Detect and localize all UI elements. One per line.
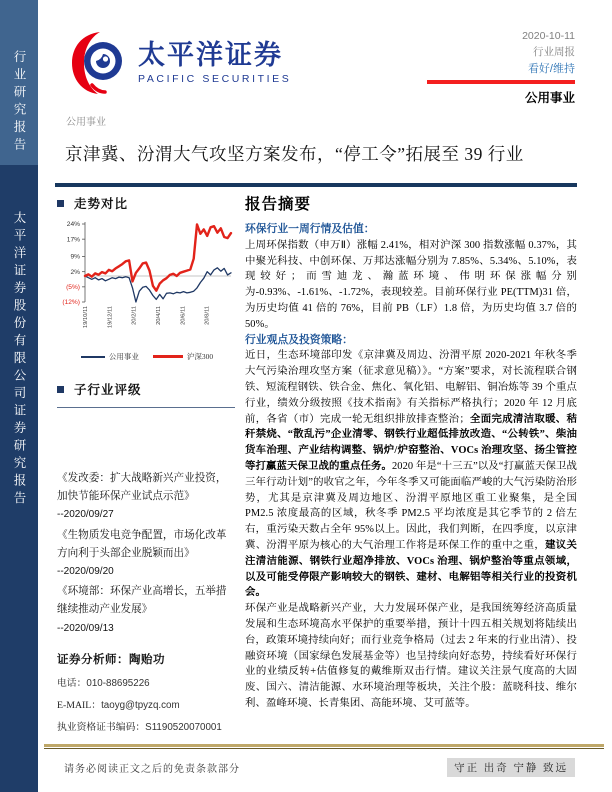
report-item-title: 《发改委：扩大战略新兴产业投资，加快节能环保产业试点示范》 <box>57 473 227 503</box>
cert-label: 执业资格证书编码： <box>57 721 146 733</box>
svg-text:(12%): (12%) <box>62 299 80 307</box>
report-item <box>57 583 237 637</box>
legend-label: 沪深300 <box>186 352 214 361</box>
summary-paragraph-2: 近日，生态环境部印发《京津冀及周边、汾渭平原 2020-2021 年秋冬季大气污染治理攻坚方案（征求意见稿）》。“方案”要求，对长流程联合钢铁、短流程钢铁、铁合金、焦化、氧化铝、电解铝、铜冶炼等 39 个重点行业，绩效分级按照《技术指南》有关指标严格执行；2020 年 12 月底前，各省（市）完成一轮无组织排放排查整治；全面完成清洁取暖、秸秆禁烧、“散乱污”企业清零、钢铁行业超低排放改造、“公转铁”、柴油货车治理、产业结构调整、锅炉/炉窑整治、VOCs 治理攻坚、扬尘管控等打赢蓝天保卫战的重点任务。2020 年是“十三五”以及“打赢蓝天保卫战三年行动计划”的收官之年，今年冬季又可能面临严峻的大气污染防治形势，尤其是京津冀及周边地区、汾渭平原地区重工业聚集，是全国 PM2.5 浓度最高的区域，秋冬季 PM2.5 平均浓度是其它季节的 2 倍左右，重污染天数占全年 95%以上。因此，我们判断，在四季度，以京津冀、汾渭平原为核心的大气治理工作将是环保工作的重中之重，建议关注清洁能源、钢铁行业超净排放、VOCs 治理、锅炉整治等重点领域，以及可能受停限产影响较大的钢铁、建材、电解铝等相关行业的投资机会。 <box>245 350 578 599</box>
cert-value: S1190520070001 <box>145 721 222 733</box>
summary-paragraph-3: 环保产业是战略新兴产业，大力发展环保产业，是我国统筹经济高质量发展和生态环境高水平保护的重要举措，预计十四五相关规划将陆续出台，政策环境持续向好；而行业竞争格局（过去 2 年来的行业出清）、投融资环境（国家绿色发展基金等）也呈持续向好态势，持续看好环保行业的业绩反转+估值修复的戴维斯双击行情。建议关注景气度高的大固废、国六、清洁能源、水环境治理等板块，关注个股：蓝晓科技、维尔利、盈峰环境、长青集团、高能环境、艾可蓝等。 <box>245 603 577 709</box>
left-column <box>57 194 237 741</box>
legend-label: 公用事业 <box>108 352 139 361</box>
report-meta <box>427 28 575 106</box>
report-item-title: 《生物质发电竞争配置，市场化改革方向利于头部企业脱颖而出》 <box>57 529 227 559</box>
svg-text:20/8/11: 20/8/11 <box>204 306 211 325</box>
subrating-section-header <box>57 380 237 398</box>
trend-chart <box>57 216 237 362</box>
report-item-title: 《环境部：环保产业高增长，五举措继续推动产业发展》 <box>57 586 227 616</box>
subrating-divider <box>57 407 235 408</box>
report-item-date: --2020/09/13 <box>57 622 114 634</box>
svg-text:2%: 2% <box>70 268 80 276</box>
legend-line-icon <box>81 356 105 358</box>
subrating-section-title: 子行业评级 <box>74 383 142 397</box>
analyst-cert <box>57 719 237 733</box>
red-accent-bar <box>427 80 575 84</box>
category-label: 公用事业 <box>66 117 106 128</box>
title-divider <box>55 183 577 187</box>
side-banner <box>0 0 38 792</box>
report-title: 京津冀、汾渭大气攻坚方案发布，“停工令”拓展至 39 行业 <box>65 144 524 164</box>
legend-line-icon <box>153 355 183 357</box>
pacific-securities-logo-icon <box>70 30 128 96</box>
summary-heading: 报告摘要 <box>245 196 312 213</box>
side-banner-bottom-label: 太平洋证券股份有限公司证券研究报告 <box>12 211 26 509</box>
email-value: taoyg@tpyzq.com <box>101 699 180 711</box>
side-banner-bottom <box>0 165 38 792</box>
report-date: 2020-10-11 <box>522 30 575 42</box>
summary-column <box>245 192 577 712</box>
report-item-date: --2020/09/27 <box>57 509 114 521</box>
summary-subhead-1: 环保行业一周行情及估值： <box>245 223 375 235</box>
subrating-section <box>57 380 237 408</box>
brand-text <box>138 41 291 85</box>
svg-text:(5%): (5%) <box>66 284 80 292</box>
svg-text:19/10/11: 19/10/11 <box>83 306 89 329</box>
related-reports-list <box>57 470 237 637</box>
svg-text:9%: 9% <box>70 253 80 261</box>
legend-item <box>81 351 139 362</box>
report-type: 行业周报 <box>533 46 575 59</box>
trend-section-title: 走势对比 <box>74 197 129 211</box>
analyst-phone <box>57 675 237 689</box>
legend-item <box>153 351 213 362</box>
report-item <box>57 527 237 581</box>
report-item-date: --2020/09/20 <box>57 566 114 578</box>
svg-text:19/12/11: 19/12/11 <box>107 306 114 329</box>
analyst-block <box>57 651 237 733</box>
svg-text:20/2/11: 20/2/11 <box>131 306 138 325</box>
summary-paragraph-1: 上周环保指数（申万Ⅱ）涨幅 2.41%，相对沪深 300 指数涨幅 0.37%，其中聚光科技、中创环保、万邦达涨幅分别为 7.85%、5.34%、5.10%，表现较好；而雪迪龙、瀚蓝环境、伟明环保涨幅分别为-0.93%、-1.61%、-1.72%，表现较差。目前环保行业 PE(TTM)31 倍，为历史均值 41 倍的 76%，目前 PB（LF）1.8 倍，为历史均值 3.7 倍的 50%。 <box>245 239 577 330</box>
section-bullet-icon <box>57 386 64 393</box>
svg-text:24%: 24% <box>66 221 80 229</box>
trend-chart-svg <box>57 216 235 344</box>
brand-logo <box>70 30 291 96</box>
footer-motto: 守正 出奇 宁静 致远 <box>447 758 575 777</box>
trend-section-header <box>57 194 237 212</box>
footer-disclaimer: 请务必阅读正文之后的免责条款部分 <box>64 764 240 775</box>
section-bullet-icon <box>57 200 64 207</box>
phone-label: 电话： <box>57 677 87 689</box>
brand-name-en: PACIFIC SECURITIES <box>138 72 292 85</box>
summary-subhead-2: 行业观点及投资策略： <box>245 333 353 346</box>
email-label: E-MAIL： <box>57 699 102 711</box>
brand-name-cn: 太平洋证券 <box>138 40 283 71</box>
svg-text:17%: 17% <box>66 236 80 244</box>
analyst-email <box>57 697 237 711</box>
industry-rating: 看好/维持 <box>527 62 575 75</box>
footer-divider <box>44 744 604 749</box>
chart-legend <box>57 351 237 362</box>
svg-text:20/4/11: 20/4/11 <box>156 306 162 325</box>
side-banner-top <box>0 0 38 165</box>
analyst-name: 证券分析师：陶贻功 <box>57 653 165 666</box>
industry-name: 公用事业 <box>524 91 575 106</box>
side-banner-top-label: 行业研究报告 <box>12 50 26 155</box>
report-item <box>57 470 237 524</box>
phone-value: 010-88695226 <box>86 677 150 689</box>
svg-text:20/6/11: 20/6/11 <box>180 306 187 325</box>
